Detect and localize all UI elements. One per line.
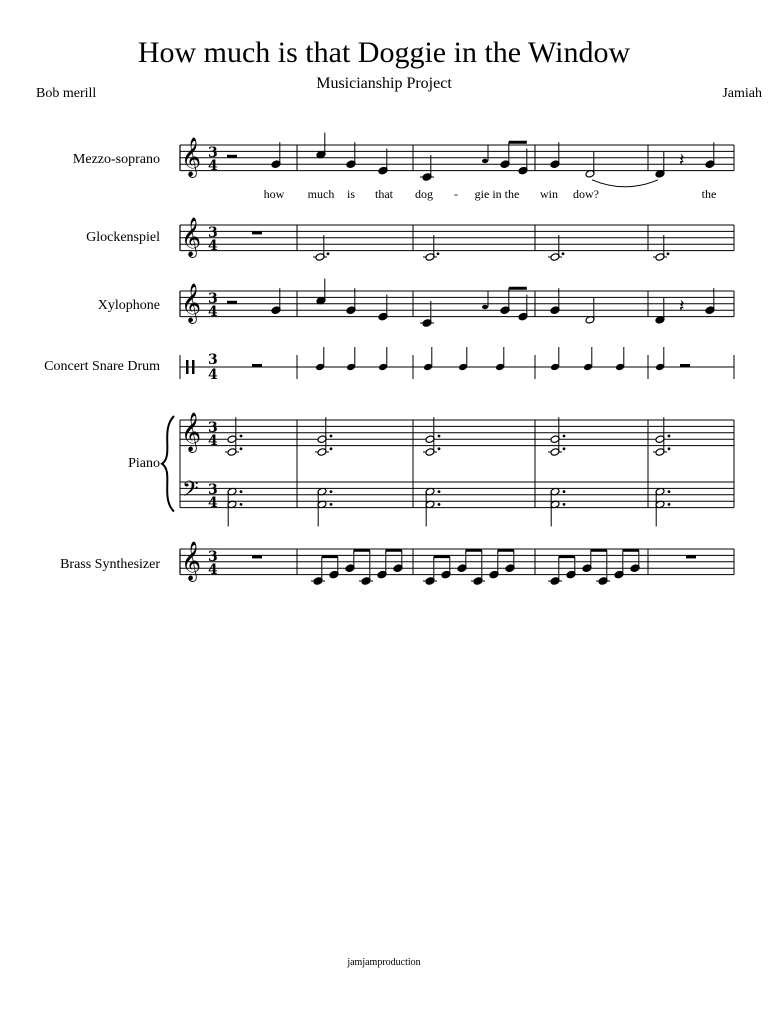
piano-treble-time-bottom: 4 bbox=[208, 433, 218, 449]
xylo-treble-clef-icon: 𝄞 bbox=[181, 283, 202, 323]
mezzo-lyric: - bbox=[454, 187, 458, 201]
mezzo-lyric: dow? bbox=[573, 187, 599, 201]
piano-dot bbox=[563, 490, 566, 493]
snare-time-top: 3 bbox=[208, 352, 218, 368]
mezzo-lyric: gie in the bbox=[474, 187, 520, 201]
piano-treble-time-top: 3 bbox=[208, 420, 218, 436]
piano-treble-treble-clef-icon: 𝄞 bbox=[181, 412, 202, 452]
piano-brace-icon bbox=[162, 416, 174, 512]
mezzo-treble-clef-icon: 𝄞 bbox=[181, 137, 202, 177]
piano-dot bbox=[240, 503, 243, 506]
piano-dot bbox=[438, 435, 441, 438]
instrument-label-xylophone: Xylophone bbox=[97, 298, 160, 313]
mezzo-quarter-rest: 𝄽 bbox=[679, 150, 685, 172]
piano-dot bbox=[330, 447, 333, 450]
piano-dot bbox=[563, 447, 566, 450]
mezzo-half-rest bbox=[227, 155, 237, 158]
instrument-label-brass: Brass Synthesizer bbox=[60, 557, 160, 572]
piano-dot bbox=[330, 435, 333, 438]
brass-time-bottom: 4 bbox=[208, 562, 218, 578]
piano-dot bbox=[668, 503, 671, 506]
brass-whole-rest bbox=[252, 555, 262, 558]
mezzo-lyric: dog bbox=[415, 187, 433, 201]
brass-whole-rest bbox=[686, 555, 696, 558]
snare-time-bottom: 4 bbox=[208, 367, 218, 383]
xylo-quarter-rest: 𝄽 bbox=[679, 296, 685, 318]
footer-credit: jamjamproduction bbox=[347, 957, 421, 968]
instrument-label-snare: Concert Snare Drum bbox=[44, 359, 160, 374]
snare-percussion-clef-icon bbox=[192, 360, 195, 374]
mezzo-lyric: the bbox=[701, 187, 717, 201]
mezzo-lyric: that bbox=[375, 187, 393, 201]
piano-bass-bass-clef-icon: 𝄢 bbox=[182, 477, 199, 507]
piano-dot bbox=[668, 435, 671, 438]
piano-dot bbox=[438, 490, 441, 493]
instrument-label-piano: Piano bbox=[128, 456, 160, 471]
piano-dot bbox=[240, 447, 243, 450]
snare-half-rest bbox=[680, 364, 690, 367]
xylo-half-rest bbox=[227, 301, 237, 304]
mezzo-lyric: is bbox=[346, 187, 356, 201]
glock-note-dot bbox=[562, 252, 565, 255]
composer-right: Jamiah bbox=[722, 86, 762, 101]
mezzo-grace-note bbox=[482, 159, 488, 163]
mezzo-time-bottom: 4 bbox=[208, 158, 218, 174]
glock-note-dot bbox=[437, 252, 440, 255]
piano-dot bbox=[668, 490, 671, 493]
glock-time-bottom: 4 bbox=[208, 238, 218, 254]
piano-dot bbox=[330, 503, 333, 506]
glock-note-dot bbox=[327, 252, 330, 255]
piano-dot bbox=[563, 435, 566, 438]
xylo-grace-note bbox=[482, 305, 488, 309]
piano-dot bbox=[240, 435, 243, 438]
glock-treble-clef-icon: 𝄞 bbox=[181, 217, 202, 257]
piano-dot bbox=[563, 503, 566, 506]
xylo-time-top: 3 bbox=[208, 291, 218, 307]
piano-dot bbox=[668, 447, 671, 450]
composer-left: Bob merill bbox=[36, 86, 97, 101]
mezzo-lyric: how bbox=[263, 187, 285, 201]
instrument-label-glockenspiel: Glockenspiel bbox=[86, 230, 160, 245]
piano-dot bbox=[240, 490, 243, 493]
glock-time-top: 3 bbox=[208, 225, 218, 241]
mezzo-lyric: much bbox=[307, 187, 335, 201]
piano-dot bbox=[438, 503, 441, 506]
snare-rest bbox=[252, 364, 262, 367]
score-title: How much is that Doggie in the Window bbox=[137, 36, 631, 69]
glock-note-dot bbox=[667, 252, 670, 255]
mezzo-tie bbox=[592, 180, 658, 187]
brass-time-top: 3 bbox=[208, 549, 218, 565]
mezzo-time-top: 3 bbox=[208, 145, 218, 161]
mezzo-lyric: win bbox=[540, 187, 558, 201]
piano-dot bbox=[330, 490, 333, 493]
piano-bass-time-top: 3 bbox=[208, 482, 218, 498]
piano-bass-time-bottom: 4 bbox=[208, 495, 218, 511]
instrument-label-mezzo: Mezzo-soprano bbox=[72, 152, 160, 167]
score-subtitle: Musicianship Project bbox=[316, 75, 452, 92]
snare-percussion-clef-icon bbox=[186, 360, 189, 374]
glock-whole-rest bbox=[252, 231, 262, 234]
brass-treble-clef-icon: 𝄞 bbox=[181, 541, 202, 581]
xylo-time-bottom: 4 bbox=[208, 304, 218, 320]
piano-dot bbox=[438, 447, 441, 450]
